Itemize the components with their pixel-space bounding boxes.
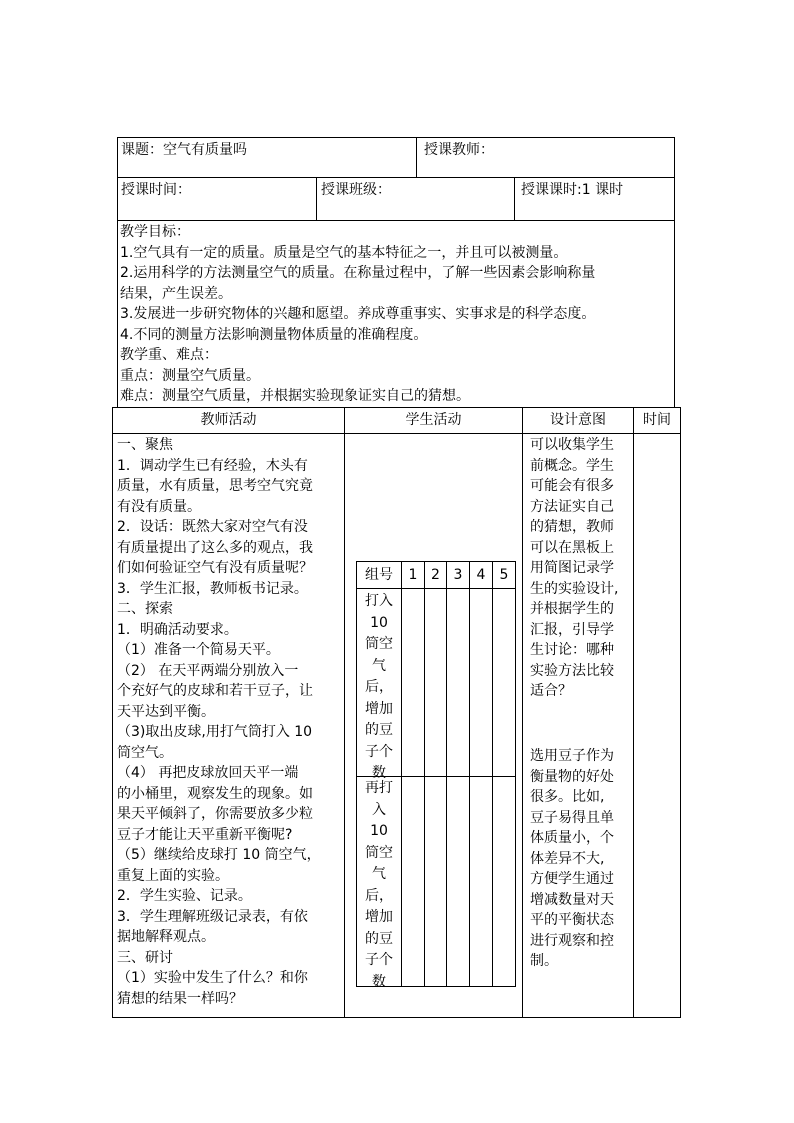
teacher-activity-line: （5）继续给皮球打 10 筒空气， [117, 847, 321, 863]
difficult-point-line: 难点：测量空气质量，并根据实验现象证实自己的猜想。 [120, 388, 470, 404]
record-table-group-number: 4 [476, 567, 486, 583]
design-intent-line: 方便学生通过 [530, 871, 614, 887]
header-row-divider-1 [117, 177, 675, 178]
column-header-teacher: 教师活动 [200, 412, 257, 428]
column-header-student: 学生活动 [405, 412, 462, 428]
activity-border-right [680, 407, 681, 1018]
teacher-activity-line: 的小桶里，观察发生的现象。如 [117, 785, 313, 802]
row-label-line: 的豆 [365, 722, 393, 738]
design-intent-line: 豆子易得且单 [530, 809, 614, 826]
teacher-activity-line: 质量，水有质量，思考空气究竟 [117, 478, 313, 494]
teacher-activity-line: （1）准备一个简易天平。 [117, 642, 280, 658]
header-border-top [117, 137, 675, 138]
teacher-activity-line: 重复上面的实验。 [117, 867, 229, 884]
row-label-line: 数 [372, 973, 386, 990]
lesson-class: 授课班级： [321, 182, 391, 198]
objective-line: 结果，产生误差。 [120, 285, 232, 302]
teacher-activity-line: 筒空气。 [117, 744, 173, 761]
design-intent-line: 制。 [530, 953, 558, 969]
row-label-line: 10 [370, 823, 388, 839]
objective-line: 4.不同的测量方法影响测量物体质量的准确程度。 [120, 326, 428, 343]
header-col-divider-3 [514, 177, 515, 221]
design-intent-line: 生讨论：哪种 [530, 642, 614, 658]
teacher-activity-line: 一、聚焦 [117, 437, 173, 453]
lesson-time: 授课时间： [121, 182, 191, 198]
design-intent-line: 前概念。学生 [530, 457, 614, 474]
design-intent-line: 的猜想，教师 [530, 519, 614, 535]
design-intent-line: 选用豆子作为 [530, 748, 614, 764]
design-intent-line: 实验方法比较 [530, 662, 614, 679]
row-label-line: 增加 [365, 909, 393, 925]
record-table-col-4 [469, 561, 470, 987]
row-label-line: 气 [372, 866, 386, 882]
column-header-design: 设计意图 [550, 412, 606, 428]
objectives-heading: 教学目标： [120, 224, 190, 240]
design-intent-line: 体差异不大, [530, 850, 605, 867]
record-table-group-number: 2 [431, 567, 440, 583]
teacher-activity-line: 天平达到平衡。 [117, 703, 215, 720]
teacher-activity-line: （1）实验中发生了什么？和你 [117, 970, 308, 986]
row-label-line: 数 [372, 765, 386, 781]
objective-line: 3.发展进一步研究物体的兴趣和愿望。养成尊重事实、实事求是的科学态度。 [120, 306, 596, 322]
record-table-col-2 [424, 561, 425, 987]
activity-border-bottom [112, 1017, 680, 1018]
record-table-right [515, 561, 516, 987]
objectives-block [120, 222, 595, 407]
lesson-hours: 授课课时:1 课时 [521, 182, 624, 198]
design-intent-line: 可能会有很多 [530, 478, 614, 494]
row-label-line: 的豆 [365, 930, 393, 947]
design-intent-para1 [530, 435, 618, 702]
row-label-line: 10 [370, 614, 388, 631]
record-table-col-1 [401, 561, 402, 987]
design-intent-line: 可以收集学生 [530, 437, 614, 453]
teacher-activity-line: 二、探索 [117, 601, 173, 617]
teacher-activity-line: 三、研讨 [117, 949, 173, 966]
teacher-activity-line: 1．调动学生已有经验，木头有 [117, 457, 308, 474]
activity-col-divider-3 [633, 407, 634, 1018]
teacher-activity-line: 果天平倾斜了，你需要放多少粒 [117, 806, 313, 822]
row-label-line: 筒空 [365, 844, 393, 861]
record-table-col-5 [492, 561, 493, 987]
row-label-line: 再打 [365, 780, 393, 796]
row-label-line: 筒空 [365, 636, 393, 652]
teacher-activity-line: 猜想的结果一样吗？ [117, 990, 243, 1007]
objective-line: 2.运用科学的方法测量空气的质量。在称量过程中，了解一些因素会影响称量 [120, 265, 596, 281]
record-table-group-number: 1 [408, 567, 418, 583]
teacher-activity-line: 们如何验证空气有没有质量呢？ [117, 560, 313, 576]
record-table-group-label: 组号 [365, 567, 393, 583]
teacher-activity-line: 3．学生理解班级记录表，有依 [117, 908, 308, 925]
design-intent-line: 方法证实自己 [530, 498, 614, 515]
activity-border-left [112, 407, 113, 1018]
record-table-row2-label [357, 778, 401, 993]
activity-border-top [112, 407, 680, 408]
record-table-row1-label [357, 591, 401, 785]
record-table-col-3 [446, 561, 447, 987]
activity-header-divider [112, 433, 680, 434]
design-intent-line: 适合？ [530, 683, 572, 699]
lesson-teacher: 授课教师： [424, 142, 494, 158]
teacher-activity-line: （3)取出皮球,用打气筒打入 10 [117, 724, 313, 740]
teacher-activity-line: 3．学生汇报，教师板书记录。 [117, 580, 308, 597]
teacher-activity-line: （2） 在天平两端分别放入一 [117, 662, 299, 679]
teacher-activity-line: 个充好气的皮球和若干豆子，让 [117, 683, 313, 699]
record-table-group-number: 3 [453, 567, 463, 583]
row-label-line: 子个 [365, 952, 393, 968]
design-intent-line: 很多。比如, [530, 789, 605, 805]
row-label-line: 增加 [365, 700, 393, 717]
design-intent-line: 生的实验设计, [530, 580, 619, 597]
design-intent-line: 汇报，引导学 [530, 621, 614, 638]
teacher-activity-line: 2．设话：既然大家对空气有没 [117, 519, 308, 535]
teacher-activity-line: 2．学生实验、记录。 [117, 888, 252, 904]
teacher-activity-line: （4） 再把皮球放回天平一端 [117, 765, 299, 781]
design-intent-line: 增减数量对天 [530, 891, 614, 908]
design-intent-line: 衡量物的好处 [530, 768, 614, 785]
row-label-line: 打入 [365, 593, 393, 609]
teacher-activity-line: 豆子才能让天平重新平衡呢? [117, 826, 293, 843]
header-col-divider-1 [416, 137, 417, 178]
row-label-line: 子个 [365, 743, 393, 760]
teacher-activity-line: 有没有质量。 [117, 498, 201, 515]
teacher-activity-text [117, 435, 321, 1009]
design-intent-line: 体质量小，个 [530, 830, 614, 846]
key-point-line: 重点：测量空气质量。 [120, 367, 260, 384]
design-intent-para2 [530, 746, 614, 972]
design-intent-line: 进行观察和控 [530, 932, 614, 949]
header-row-divider-2 [117, 220, 675, 221]
row-label-line: 后， [365, 887, 393, 904]
design-intent-line: 平的平衡状态 [530, 912, 614, 928]
header-col-divider-2 [316, 177, 317, 221]
teacher-activity-line: 1．明确活动要求。 [117, 621, 238, 638]
design-intent-line: 并根据学生的 [530, 601, 614, 617]
row-label-line: 入 [372, 801, 386, 818]
activity-col-divider-1 [344, 407, 345, 1018]
column-header-time: 时间 [643, 412, 671, 428]
design-intent-line: 可以在黑板上 [530, 539, 614, 556]
activity-col-divider-2 [522, 407, 523, 1018]
teacher-activity-line: 有质量提出了这么多的观点，我 [117, 539, 313, 556]
row-label-line: 后， [365, 679, 393, 695]
record-table-group-number: 5 [499, 567, 509, 583]
teacher-activity-line: 据地解释观点。 [117, 929, 215, 945]
lesson-topic: 课题：空气有质量吗 [121, 142, 247, 158]
objective-line: 1.空气具有一定的质量。质量是空气的基本特征之一，并且可以被测量。 [120, 244, 568, 261]
key-points-heading: 教学重、难点： [120, 347, 218, 363]
row-label-line: 气 [372, 657, 386, 674]
design-intent-line: 用简图记录学 [530, 560, 614, 576]
